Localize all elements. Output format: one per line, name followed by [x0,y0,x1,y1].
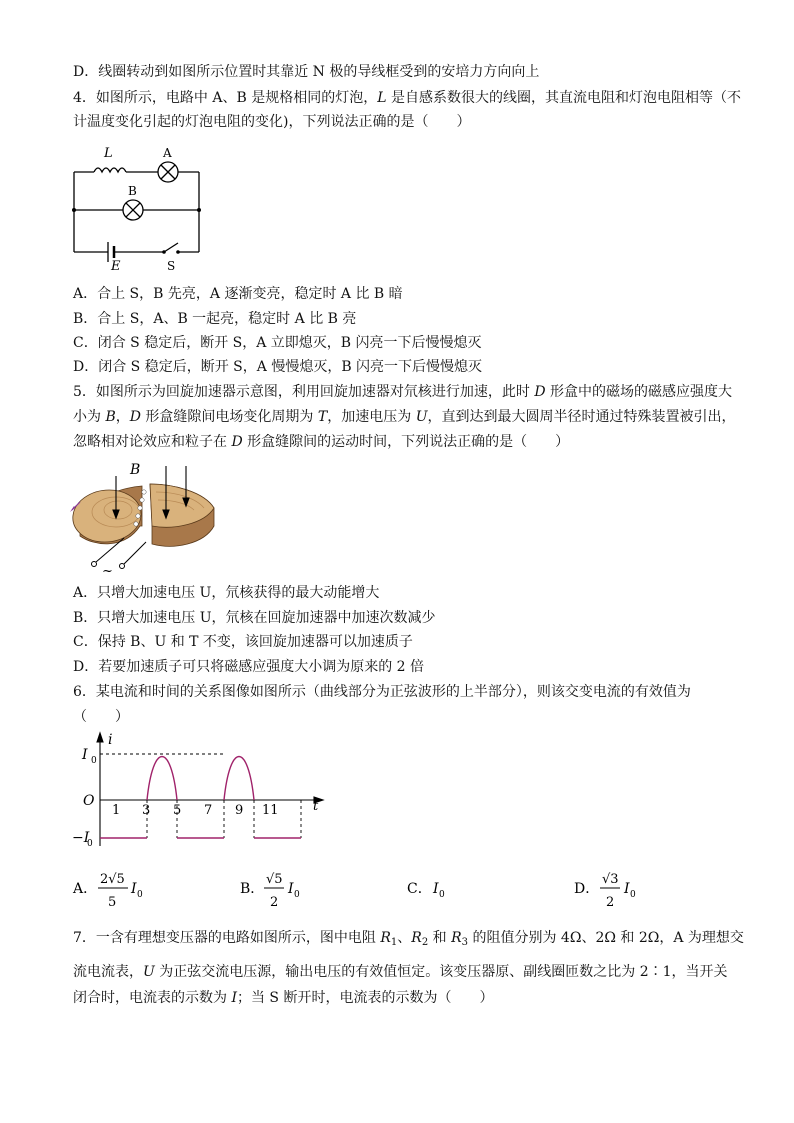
q3-option-d: D．线圈转动到如图所示位置时其靠近 N 极的导线框受到的安培力方向向上 [73,64,540,80]
q5-text: 忽略相对论效应和粒子在 [73,434,232,450]
q5-fig-tilde: ~ [102,564,113,576]
q6-axis-t: t [313,799,319,814]
q6-option-d-sub: 0 [630,890,636,900]
q5-text: 形盒缝隙间电场变化周期为 [140,409,318,425]
q6-tick-11: 11 [262,803,279,818]
q6-option-a-denominator: 5 [108,895,117,910]
q6-label-neg-I0-sub: 0 [87,839,93,849]
q4-stem-text: 4．如图所示，电路中 A、B 是规格相同的灯泡， [73,90,378,106]
q6-option-b-I: I [288,881,294,897]
q5-var-D: D [231,434,243,450]
q4-stem-text-rest: 是自感系数很大的线圈，其直流电阻和灯泡电阻相等（不 [386,90,741,106]
q5-text: 小为 [73,409,106,425]
q5-stem-line1 [73,382,732,402]
q6-stem-line2: （ ） [73,709,129,725]
q4-fig-B: B [128,184,137,198]
q6-tick-1: 1 [112,803,121,818]
q5-var-T: T [317,409,328,425]
q7-var-R1: R [380,930,391,946]
q6-label-neg-I0: −I [72,830,90,846]
q6-option-b-denominator: 2 [270,895,279,910]
q7-text: 闭合时，电流表的示数为 [73,990,232,1006]
q7-var-I: I [231,990,237,1006]
q7-stem-line1 [73,928,744,953]
q7-var-U: U [143,964,155,980]
q7-sub-2: 2 [421,937,429,948]
q7-text: 为正弦交流电压源，输出电压的有效值恒定。该变压器原、副线圈匝数之比为 2∶1，当开关 [154,964,728,980]
q4-stem-line1 [73,88,741,108]
q4-option-a: A．合上 S，B 先亮，A 逐渐变亮，稳定时 A 比 B 暗 [73,286,403,302]
q4-option-d: D．闭合 S 稳定后，断开 S，A 慢慢熄灭，B 闪亮一下后慢慢熄灭 [73,359,483,375]
q5-cyclotron-figure [64,458,224,576]
q7-stem-line3 [73,988,493,1008]
q5-option-c: C．保持 B、U 和 T 不变，该回旋加速器可以加速质子 [73,634,413,650]
q5-var-D: D [534,384,546,400]
q6-option-d-I: I [624,881,630,897]
q7-text: 的阻值分别为 4Ω、2Ω 和 2Ω，A 为理想交 [468,930,744,946]
q4-stem-line2: 计温度变化引起的灯泡电阻的变化)，下列说法正确的是（ ） [73,114,471,130]
q6-option-b-numerator: √5 [266,872,283,887]
q5-var-B: B [105,409,116,425]
q4-fig-E: E [111,259,121,270]
q6-option-d-numerator: √3 [602,872,619,887]
q6-label-I0: I [82,747,88,763]
q7-sub-3: 3 [461,937,469,948]
q7-text: ；当 S 断开时，电流表的示数为（ ） [236,990,494,1006]
q6-option-b-label: B． [240,881,265,897]
q7-sub-1: 1 [390,937,398,948]
q6-option-d-label: D． [574,881,600,897]
q6-stem-line1: 6．某电流和时间的关系图像如图所示（曲线部分为正弦波形的上半部分），则该交变电流的有效值为 [73,684,691,700]
q7-text: 流电流表， [73,964,143,980]
q6-option-a-numerator: 2√5 [100,872,125,887]
q6-option-c-sub: 0 [439,890,445,900]
q5-text: ， [115,409,130,425]
q6-tick-9: 9 [235,803,244,818]
q6-tick-3: 3 [142,803,151,818]
q6-option-c-label: C． [407,881,432,897]
q5-option-d: D．若要加速质子可只将磁感应强度大小调为原来的 2 倍 [73,659,425,675]
q6-options [70,862,670,914]
q4-option-b: B．合上 S，A、B 一起亮，稳定时 A 比 B 亮 [73,311,357,327]
q7-stem-line2 [73,962,728,982]
q7-text: 7．一含有理想变压器的电路如图所示，图中电阻 [73,930,381,946]
q5-fig-B: B [130,462,141,478]
q5-option-a: A．只增大加速电压 U，氘核获得的最大动能增大 [73,585,380,601]
q4-circuit-figure [66,140,211,270]
q7-text: 、 [397,930,412,946]
q5-stem-line3 [73,432,569,452]
q4-option-c: C．闭合 S 稳定后，断开 S，A 立即熄灭，B 闪亮一下后慢慢熄灭 [73,335,482,351]
q6-option-d-denominator: 2 [606,895,615,910]
q4-fig-S: S [167,259,176,270]
q6-option-a-sub: 0 [137,890,143,900]
q6-tick-5: 5 [173,803,182,818]
q5-text: ，直到达到最大圆周半径时通过特殊装置被引出， [427,409,736,425]
q7-text: 和 [428,930,452,946]
q4-fig-L: L [104,146,113,161]
q6-axis-i: i [108,732,113,748]
q5-text: 5．如图所示为回旋加速器示意图，利用回旋加速器对氘核进行加速，此时 [73,384,535,400]
q6-current-graph [72,730,334,852]
q6-option-a-I: I [131,881,137,897]
q6-option-b-sub: 0 [294,890,300,900]
q4-fig-A: A [163,146,172,160]
q6-origin: O [83,793,95,809]
q5-stem-line2 [73,407,736,427]
q5-text: 形盒缝隙间的运动时间，下列说法正确的是（ ） [242,434,570,450]
q7-var-R2: R [411,930,422,946]
q5-var-U: U [415,409,428,425]
q5-text: ，加速电压为 [327,409,416,425]
q7-var-R3: R [451,930,462,946]
q5-option-b: B．只增大加速电压 U，氘核在回旋加速器中加速次数减少 [73,610,436,626]
q6-tick-7: 7 [204,803,213,818]
q5-text: 形盒中的磁场的磁感应强度大 [545,384,733,400]
q6-label-I0-sub: 0 [91,756,97,766]
q6-option-a-label: A． [73,881,98,897]
q4-stem-L: L [377,90,387,106]
q5-var-D: D [129,409,141,425]
q6-option-c-I: I [433,881,439,897]
